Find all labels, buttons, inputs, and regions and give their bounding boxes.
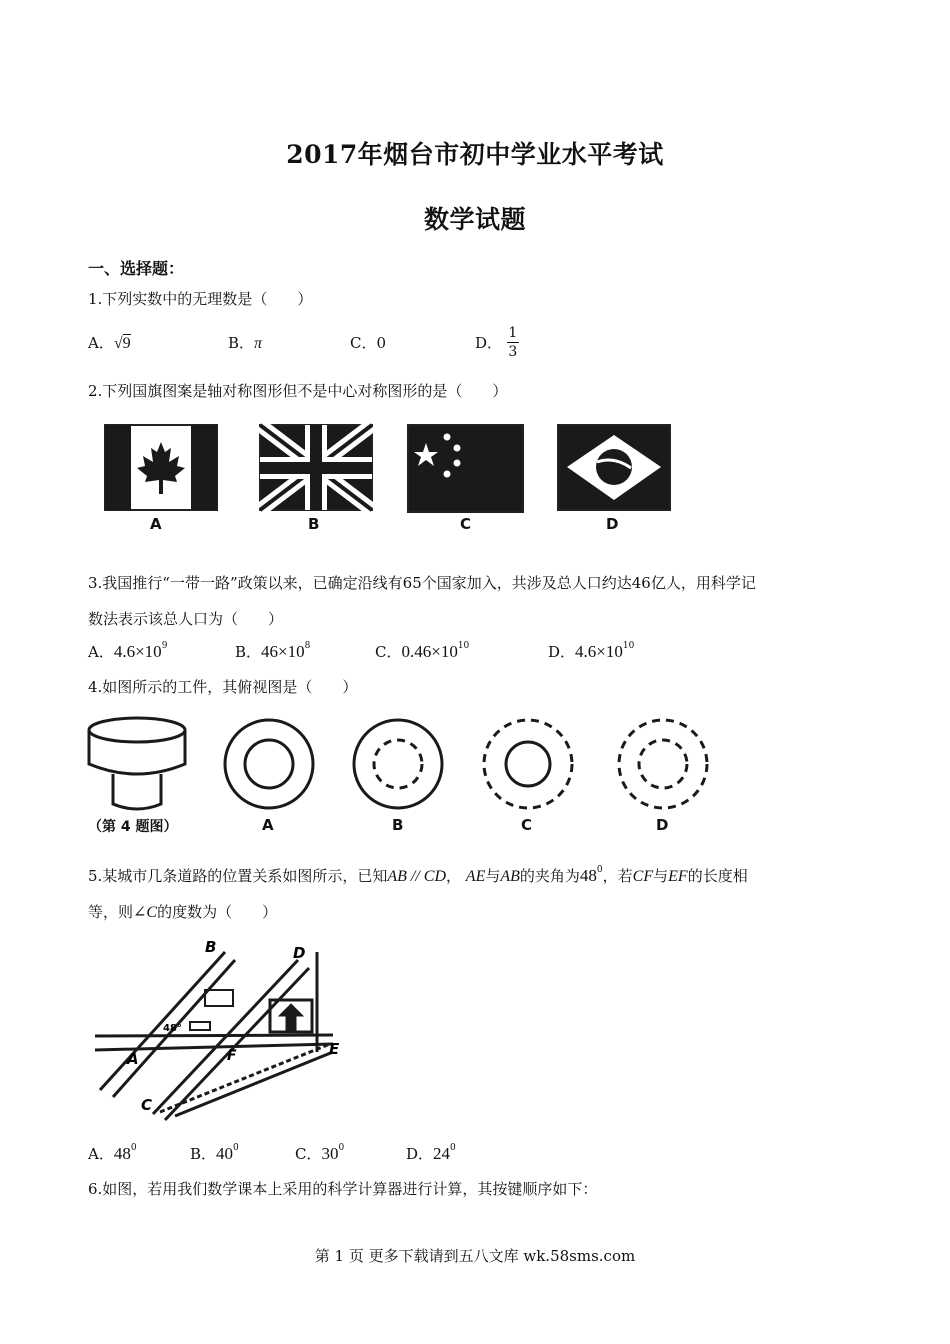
road-angle-label: 48° bbox=[163, 1023, 182, 1034]
canada-flag-icon bbox=[105, 425, 217, 510]
q5-option-b: B．$40^0$ bbox=[190, 1143, 239, 1163]
flag-figures bbox=[95, 410, 695, 535]
q1-option-a: A．√9 bbox=[88, 334, 131, 352]
q1-stem: 1.下列实数中的无理数是（ ） bbox=[88, 290, 313, 308]
q3-stem-line1: 3.我国推行“一带一路”政策以来，已确定沿线有65个国家加入，共涉及总人口约达46亿人，用科学记 bbox=[88, 574, 756, 592]
page-title: 2017年烟台市初中学业水平考试 bbox=[286, 140, 664, 169]
page-footer: 第 1 页 更多下载请到五八文库 wk.58sms.com bbox=[314, 1247, 636, 1265]
road-label-b: B bbox=[205, 938, 217, 956]
q5-stem-line1: 5.某城市几条道路的位置关系如图所示，已知AB // CD， AE与AB的夹角为$48^0$，若CF与EF的长度相 bbox=[88, 865, 748, 885]
flag-label-b: B bbox=[308, 515, 320, 533]
q4-stem: 4.如图所示的工件，其俯视图是（ ） bbox=[88, 678, 358, 696]
q5-stem-line2: 等，则∠C的度数为（ ） bbox=[88, 903, 278, 921]
q5-option-c: C．$30^0$ bbox=[295, 1143, 345, 1163]
q4-caption: （第 4 题图） bbox=[88, 819, 178, 835]
q3-stem-line2: 数法表示该总人口为（ ） bbox=[88, 610, 284, 628]
topview-d-icon bbox=[619, 720, 707, 808]
q4-figures bbox=[85, 712, 725, 817]
q3-option-b: B．$46\times 10^8$ bbox=[235, 641, 311, 661]
q3-option-a: A．$4.6\times 10^9$ bbox=[88, 641, 168, 661]
road-label-f: F bbox=[227, 1048, 237, 1064]
flag-label-d: D bbox=[606, 515, 619, 533]
road-label-c: C bbox=[141, 1096, 153, 1114]
q4-label-c: C bbox=[521, 816, 533, 834]
road-label-d: D bbox=[293, 944, 306, 962]
workpiece-icon bbox=[89, 718, 185, 809]
q6-stem: 6.如图，若用我们数学课本上采用的科学计算器进行计算，其按键顺序如下： bbox=[88, 1180, 598, 1198]
q4-label-b: B bbox=[392, 816, 404, 834]
page-subtitle: 数学试题 bbox=[423, 205, 526, 234]
q1-option-d: D． $\frac{1}{3}$ bbox=[475, 325, 518, 360]
q3-option-c: C．$0.46\times 10^{10}$ bbox=[375, 641, 470, 661]
q2-stem: 2.下列国旗图案是轴对称图形但不是中心对称图形的是（ ） bbox=[88, 382, 508, 400]
topview-a-icon bbox=[225, 720, 313, 808]
q3-option-d: D．$4.6\times 10^{10}$ bbox=[548, 641, 635, 661]
q4-label-a: A bbox=[262, 816, 274, 834]
flag-label-a: A bbox=[150, 515, 162, 533]
road-label-e: E bbox=[329, 1040, 340, 1058]
road-figure bbox=[85, 932, 355, 1124]
uk-flag-icon bbox=[260, 425, 372, 510]
q5-option-a: A．$48^0$ bbox=[88, 1143, 137, 1163]
brazil-flag-icon bbox=[558, 425, 670, 510]
q1-option-c: C．0 bbox=[350, 334, 387, 352]
q4-label-d: D bbox=[656, 816, 669, 834]
q5-option-d: D．$24^0$ bbox=[406, 1143, 456, 1163]
topview-c-icon bbox=[484, 720, 572, 808]
section-heading: 一、选择题： bbox=[88, 259, 185, 278]
q1-option-b: B．π bbox=[228, 334, 263, 352]
china-flag-icon bbox=[408, 425, 523, 512]
flag-label-c: C bbox=[460, 515, 472, 533]
topview-b-icon bbox=[354, 720, 442, 808]
road-label-a: A bbox=[127, 1050, 139, 1068]
